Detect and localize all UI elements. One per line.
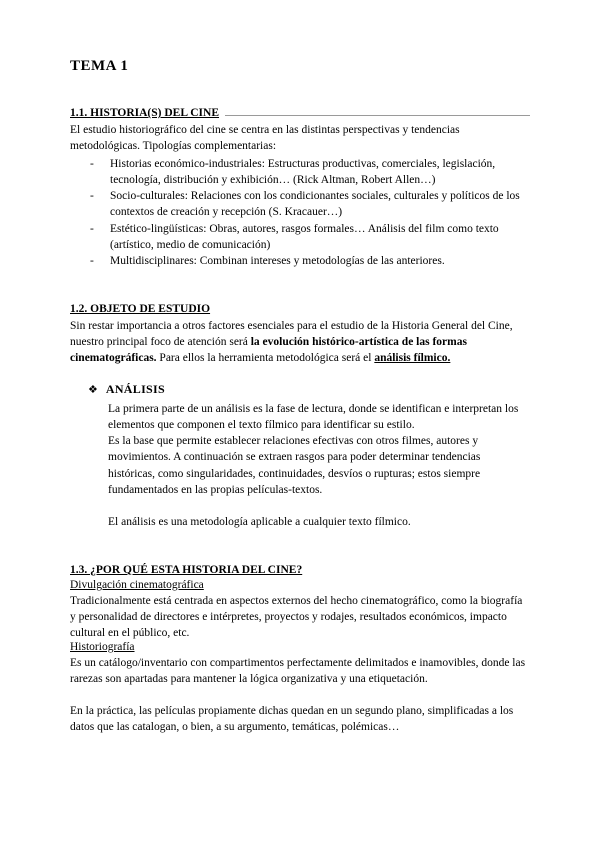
diamond-bullet-icon: ❖ xyxy=(88,384,98,397)
section-paragraph xyxy=(70,318,530,366)
dash-bullet: - xyxy=(90,158,94,171)
section-heading-row xyxy=(70,303,530,315)
list-item-text: Multidisciplinares: Combinan intereses y metodologías de las anteriores. xyxy=(110,254,445,267)
section-intro-paragraph: El estudio historiográfico del cine se centra en las distintas perspectivas y tendencias metodológicas. Tipologías complementarias: xyxy=(70,124,460,153)
subsection-paragraph: Es un catálogo/inventario con compartimentos perfectamente delimitados e inamovibles, donde las rarezas son apartadas para mantener la lógica organizativa y una etiquetación. xyxy=(70,657,526,686)
section-heading-1-3: 1.3. ¿POR QUÉ ESTA HISTORIA DEL CINE? xyxy=(70,563,303,576)
analysis-paragraph: El análisis es una metodología aplicable a cualquier texto fílmico. xyxy=(108,515,411,528)
typology-list xyxy=(70,156,530,269)
section-por-que-esta-historia xyxy=(70,564,530,736)
list-item xyxy=(70,156,530,188)
subsection-heading-divulgacion: Divulgación cinematográfica xyxy=(70,578,204,591)
subsection-heading-historiografia: Historiografía xyxy=(70,641,135,654)
analysis-heading xyxy=(88,382,530,397)
section-heading-1-2: 1.2. OBJETO DE ESTUDIO xyxy=(70,302,211,315)
section-objeto-de-estudio xyxy=(70,303,530,530)
list-item-text: Socio-culturales: Relaciones con los condicionantes sociales, culturales y políticos de los contextos de creación y recepción (S. Kracauer…) xyxy=(110,190,520,219)
list-item-text: Historias económico-industriales: Estructuras productivas, comerciales, legislación, tecnología, distribución y exhibición… (Rick Altman, Robert Allen…) xyxy=(110,158,496,187)
dash-bullet: - xyxy=(90,190,94,203)
list-item-text: Estético-lingüísticas: Obras, autores, rasgos formales… Análisis del film como texto (artístico, medio de comunicación) xyxy=(110,222,499,251)
analysis-body xyxy=(108,401,530,530)
analysis-paragraph: Es la base que permite establecer relaciones efectivas con otros filmes, autores y movimientos. A continuación se extraen rasgos para poder determinar tendencias históricas, como singularidades, continuidades, desvíos o rupturas; estos siempre fundamentados en las propias películas-textos. xyxy=(108,435,481,496)
paragraph-segment: Sin restar importancia a otros factores esenciales para el estudio de la Historia General del Cine, nuestro principal foco de atención será xyxy=(70,319,513,348)
subsection-paragraph: Tradicionalmente está centrada en aspectos externos del hecho cinematográfico, como la biografía y personalidad de directores e intérpretes, proyectos y rodajes, resultados económicos, impacto cultural en el público, etc. xyxy=(70,594,523,639)
list-item xyxy=(70,253,530,269)
analysis-label: ANÁLISIS xyxy=(105,382,165,397)
section-heading-row xyxy=(70,564,530,576)
analysis-paragraph: La primera parte de un análisis es la fase de lectura, donde se identifican e interpretan los elementos que componen el texto fílmico para identificar su estilo. xyxy=(108,403,519,432)
paragraph-segment-underlined: análisis fílmico. xyxy=(374,352,451,365)
horizontal-rule xyxy=(225,115,530,116)
section-heading-row xyxy=(70,107,530,119)
section-heading-1-1: 1.1. HISTORIA(S) DEL CINE xyxy=(70,107,220,119)
dash-bullet: - xyxy=(90,254,94,267)
paragraph-segment-bold: la evolución histórico-artística de las formas cinematográficas. xyxy=(70,335,467,365)
section-historias-del-cine xyxy=(70,107,530,269)
dash-bullet: - xyxy=(90,222,94,235)
list-item xyxy=(70,221,530,253)
document-title: TEMA 1 xyxy=(70,58,129,74)
closing-paragraph: En la práctica, las películas propiamente dichas quedan en un segundo plano, simplificadas a los datos que las catalogan, o bien, a su argumento, temáticas, polémicas… xyxy=(70,705,514,734)
paragraph-segment: Para ellos la herramienta metodológica será el xyxy=(156,352,375,365)
list-item xyxy=(70,188,530,220)
